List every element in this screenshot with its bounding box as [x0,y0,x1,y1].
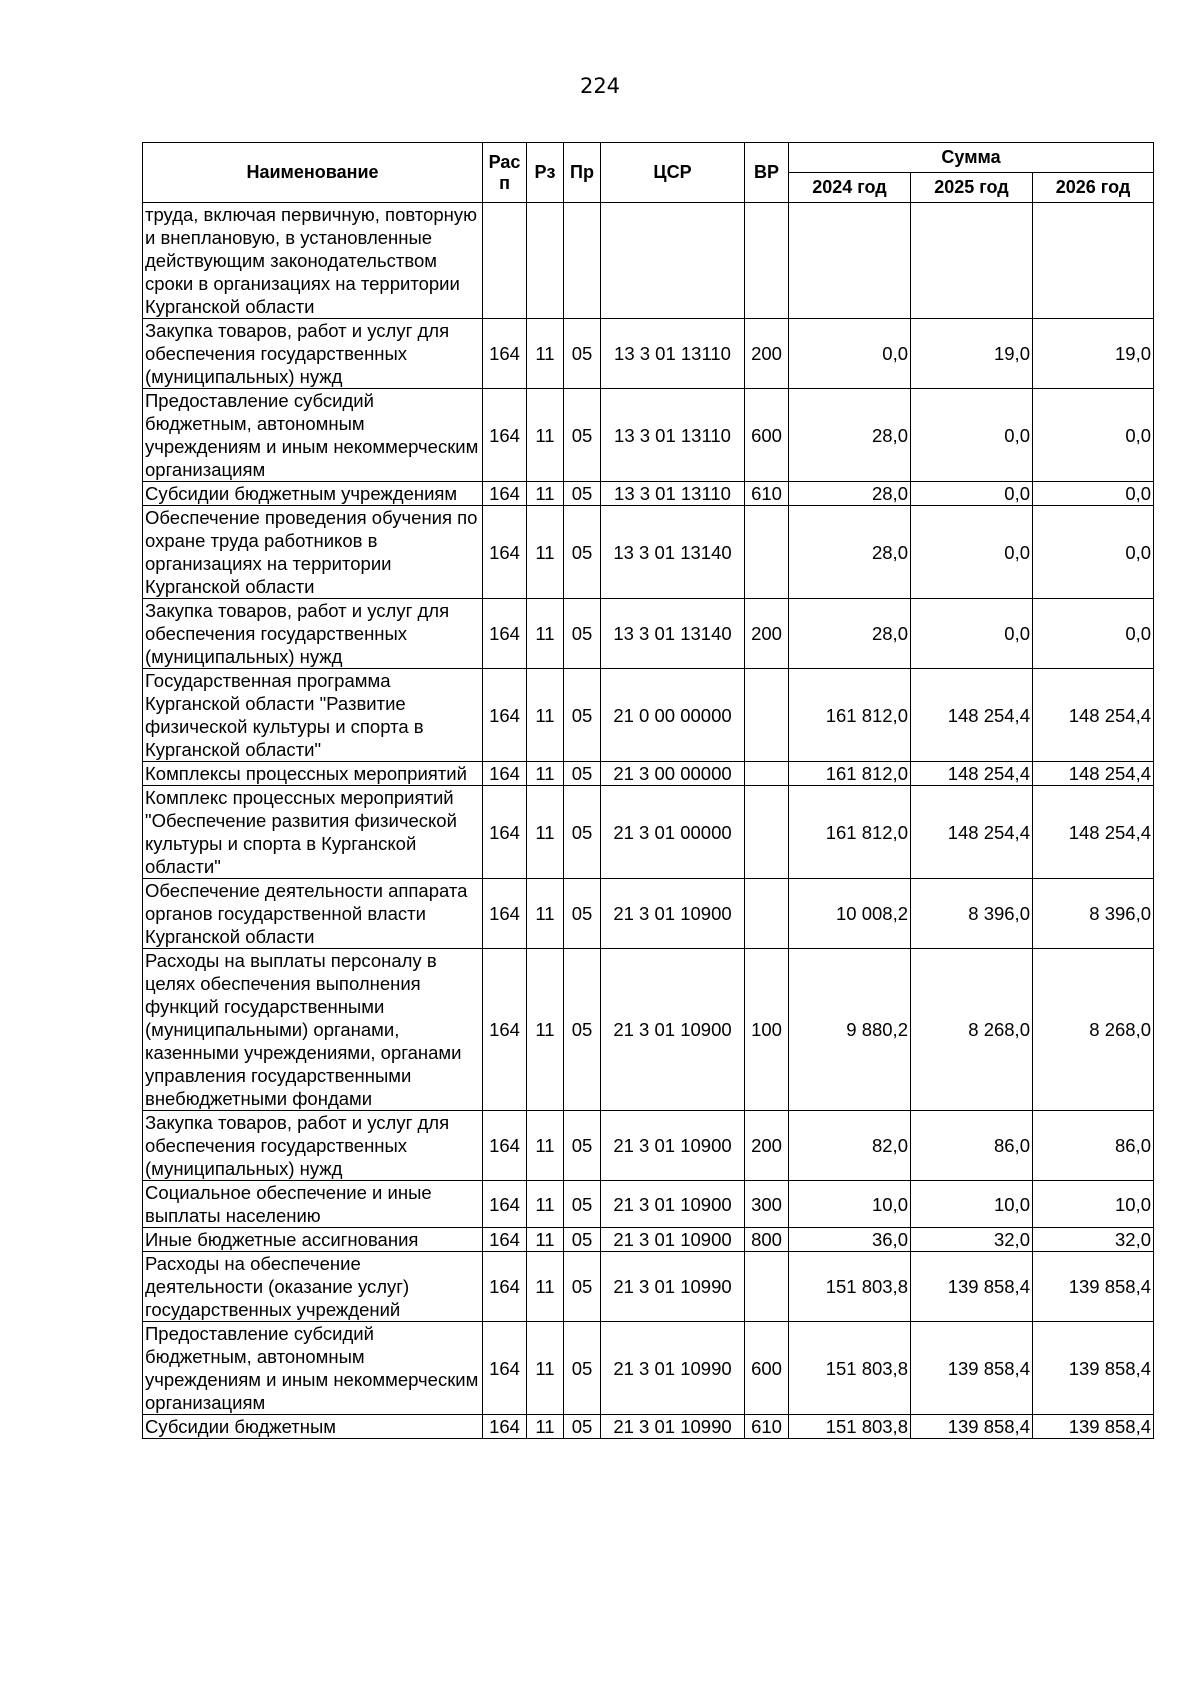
row-sum-2025: 0,0 [911,599,1033,669]
row-name: Обеспечение проведения обучения по охране труда работников в организациях на территории Курганской области [143,506,483,599]
row-csr: 13 3 01 13140 [601,599,745,669]
table-row [143,1322,1154,1415]
row-sum-2024: 161 812,0 [789,786,911,879]
row-name: Субсидии бюджетным [143,1415,483,1439]
row-rz: 11 [527,762,564,786]
row-pr: 05 [564,949,601,1111]
row-sum-2024: 151 803,8 [789,1415,911,1439]
row-sum-2024: 28,0 [789,482,911,506]
row-sum-2024: 161 812,0 [789,762,911,786]
header-rasp: Рас п [483,143,527,203]
table-row [143,506,1154,599]
row-vr [745,506,789,599]
row-vr [745,762,789,786]
header-csr: ЦСР [601,143,745,203]
table-row [143,599,1154,669]
row-sum-2026: 148 254,4 [1033,762,1154,786]
row-vr [745,1252,789,1322]
row-name: Иные бюджетные ассигнования [143,1228,483,1252]
row-rasp: 164 [483,1111,527,1181]
row-pr: 05 [564,1228,601,1252]
row-rz: 11 [527,506,564,599]
row-csr: 21 3 00 00000 [601,762,745,786]
budget-table [142,142,1154,1439]
table-body [143,203,1154,1439]
row-pr: 05 [564,762,601,786]
row-rasp: 164 [483,482,527,506]
row-csr: 21 3 01 10990 [601,1322,745,1415]
row-rz: 11 [527,949,564,1111]
row-name: Закупка товаров, работ и услуг для обеспечения государственных (муниципальных) нужд [143,319,483,389]
row-vr [745,203,789,319]
row-vr: 600 [745,1322,789,1415]
row-sum-2025: 8 396,0 [911,879,1033,949]
row-name: Расходы на выплаты персоналу в целях обеспечения выполнения функций государственными (муниципальными) органами, казенными учреждениями, органами управления государственными внебюджетными фондами [143,949,483,1111]
row-sum-2024: 10,0 [789,1181,911,1228]
header-year-2024: 2024 год [789,173,911,203]
row-rasp: 164 [483,786,527,879]
row-sum-2024: 151 803,8 [789,1252,911,1322]
row-csr: 21 3 01 00000 [601,786,745,879]
row-vr: 100 [745,949,789,1111]
row-sum-2024: 151 803,8 [789,1322,911,1415]
row-sum-2025: 0,0 [911,506,1033,599]
row-sum-2026: 86,0 [1033,1111,1154,1181]
row-csr: 21 0 00 00000 [601,669,745,762]
row-sum-2024: 10 008,2 [789,879,911,949]
header-pr: Пр [564,143,601,203]
row-vr: 800 [745,1228,789,1252]
row-vr: 300 [745,1181,789,1228]
row-pr: 05 [564,482,601,506]
row-pr: 05 [564,1252,601,1322]
row-sum-2026: 139 858,4 [1033,1415,1154,1439]
row-name: Расходы на обеспечение деятельности (оказание услуг) государственных учреждений [143,1252,483,1322]
table-row [143,319,1154,389]
row-rz: 11 [527,1111,564,1181]
row-sum-2026: 148 254,4 [1033,669,1154,762]
row-vr: 600 [745,389,789,482]
table-row [143,1415,1154,1439]
row-sum-2025: 139 858,4 [911,1415,1033,1439]
row-rasp: 164 [483,949,527,1111]
row-rz: 11 [527,1228,564,1252]
header-sum: Сумма [789,143,1154,173]
row-rasp: 164 [483,389,527,482]
row-sum-2026: 10,0 [1033,1181,1154,1228]
row-pr [564,203,601,319]
row-name: труда, включая первичную, повторную и внеплановую, в установленные действующим законодательством сроки в организациях на территории Курганской области [143,203,483,319]
row-csr: 13 3 01 13110 [601,389,745,482]
row-sum-2026: 19,0 [1033,319,1154,389]
table-row [143,949,1154,1111]
row-vr: 610 [745,1415,789,1439]
row-rasp: 164 [483,1181,527,1228]
row-sum-2026: 0,0 [1033,599,1154,669]
row-sum-2025: 19,0 [911,319,1033,389]
row-csr: 21 3 01 10900 [601,1181,745,1228]
row-sum-2025: 0,0 [911,482,1033,506]
table-row [143,669,1154,762]
table-row [143,389,1154,482]
row-name: Комплексы процессных мероприятий [143,762,483,786]
row-sum-2024 [789,203,911,319]
header-rz: Рз [527,143,564,203]
row-pr: 05 [564,599,601,669]
row-rz: 11 [527,482,564,506]
row-csr: 21 3 01 10990 [601,1252,745,1322]
row-sum-2026: 0,0 [1033,389,1154,482]
row-sum-2024: 28,0 [789,599,911,669]
row-sum-2025 [911,203,1033,319]
row-pr: 05 [564,1322,601,1415]
row-sum-2024: 161 812,0 [789,669,911,762]
row-rasp: 164 [483,1228,527,1252]
row-rasp: 164 [483,762,527,786]
row-csr [601,203,745,319]
row-sum-2024: 28,0 [789,389,911,482]
row-csr: 21 3 01 10990 [601,1415,745,1439]
row-rasp: 164 [483,1322,527,1415]
row-vr: 200 [745,1111,789,1181]
header-year-2026: 2026 год [1033,173,1154,203]
row-name: Предоставление субсидий бюджетным, автономным учреждениям и иным некоммерческим организациям [143,1322,483,1415]
table-row [143,203,1154,319]
row-sum-2025: 10,0 [911,1181,1033,1228]
row-sum-2025: 32,0 [911,1228,1033,1252]
row-sum-2026: 0,0 [1033,482,1154,506]
row-name: Закупка товаров, работ и услуг для обеспечения государственных (муниципальных) нужд [143,1111,483,1181]
row-rz [527,203,564,319]
row-name: Обеспечение деятельности аппарата органов государственной власти Курганской области [143,879,483,949]
row-sum-2026: 0,0 [1033,506,1154,599]
row-sum-2024: 28,0 [789,506,911,599]
row-pr: 05 [564,506,601,599]
row-vr [745,879,789,949]
row-rasp: 164 [483,669,527,762]
row-sum-2024: 82,0 [789,1111,911,1181]
row-rz: 11 [527,1252,564,1322]
row-pr: 05 [564,319,601,389]
row-sum-2025: 8 268,0 [911,949,1033,1111]
row-pr: 05 [564,1181,601,1228]
row-sum-2025: 139 858,4 [911,1322,1033,1415]
table-row [143,762,1154,786]
row-vr: 200 [745,319,789,389]
table-row [143,1111,1154,1181]
row-name: Субсидии бюджетным учреждениям [143,482,483,506]
row-csr: 21 3 01 10900 [601,1111,745,1181]
row-vr [745,669,789,762]
row-rz: 11 [527,1322,564,1415]
header-year-2025: 2025 год [911,173,1033,203]
row-pr: 05 [564,389,601,482]
row-rasp [483,203,527,319]
header-name: Наименование [143,143,483,203]
row-rz: 11 [527,1415,564,1439]
row-rasp: 164 [483,319,527,389]
row-pr: 05 [564,879,601,949]
row-rz: 11 [527,669,564,762]
page-number: 224 [579,74,621,98]
row-csr: 21 3 01 10900 [601,949,745,1111]
row-rz: 11 [527,879,564,949]
table-row [143,1181,1154,1228]
row-name: Закупка товаров, работ и услуг для обеспечения государственных (муниципальных) нужд [143,599,483,669]
row-rz: 11 [527,786,564,879]
row-sum-2025: 0,0 [911,389,1033,482]
table-row [143,482,1154,506]
table-row [143,1252,1154,1322]
row-sum-2024: 0,0 [789,319,911,389]
row-sum-2025: 148 254,4 [911,762,1033,786]
table-row [143,786,1154,879]
row-rz: 11 [527,319,564,389]
row-sum-2025: 86,0 [911,1111,1033,1181]
row-name: Социальное обеспечение и иные выплаты населению [143,1181,483,1228]
row-sum-2026: 8 268,0 [1033,949,1154,1111]
row-sum-2025: 148 254,4 [911,786,1033,879]
row-sum-2026: 148 254,4 [1033,786,1154,879]
row-pr: 05 [564,1111,601,1181]
table-header [143,143,1154,203]
row-vr: 200 [745,599,789,669]
table-row [143,879,1154,949]
row-sum-2025: 148 254,4 [911,669,1033,762]
row-rz: 11 [527,389,564,482]
row-csr: 13 3 01 13140 [601,506,745,599]
row-rasp: 164 [483,1415,527,1439]
row-name: Комплекс процессных мероприятий "Обеспечение развития физической культуры и спорта в Курганской области" [143,786,483,879]
row-vr: 610 [745,482,789,506]
row-pr: 05 [564,1415,601,1439]
row-name: Предоставление субсидий бюджетным, автономным учреждениям и иным некоммерческим организациям [143,389,483,482]
row-sum-2024: 9 880,2 [789,949,911,1111]
header-vr: ВР [745,143,789,203]
row-name: Государственная программа Курганской области "Развитие физической культуры и спорта в Курганской области" [143,669,483,762]
row-csr: 13 3 01 13110 [601,482,745,506]
row-sum-2026: 139 858,4 [1033,1252,1154,1322]
row-csr: 21 3 01 10900 [601,1228,745,1252]
row-pr: 05 [564,669,601,762]
table-row [143,1228,1154,1252]
row-csr: 13 3 01 13110 [601,319,745,389]
row-sum-2026 [1033,203,1154,319]
row-sum-2024: 36,0 [789,1228,911,1252]
row-sum-2026: 8 396,0 [1033,879,1154,949]
row-csr: 21 3 01 10900 [601,879,745,949]
row-vr [745,786,789,879]
row-rasp: 164 [483,599,527,669]
row-rasp: 164 [483,506,527,599]
row-rasp: 164 [483,879,527,949]
row-sum-2026: 139 858,4 [1033,1322,1154,1415]
row-pr: 05 [564,786,601,879]
row-sum-2025: 139 858,4 [911,1252,1033,1322]
row-rz: 11 [527,1181,564,1228]
row-sum-2026: 32,0 [1033,1228,1154,1252]
row-rasp: 164 [483,1252,527,1322]
row-rz: 11 [527,599,564,669]
